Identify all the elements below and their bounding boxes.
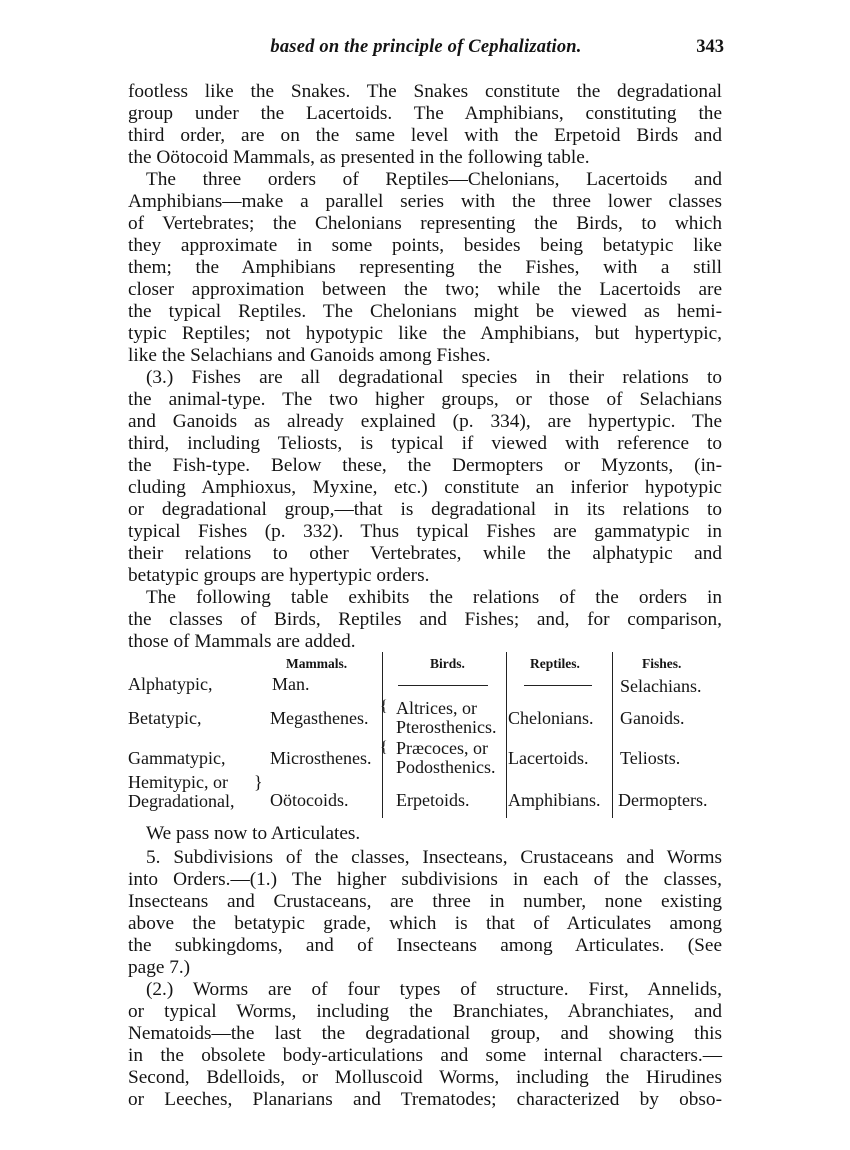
table-cell: Megasthenes. xyxy=(270,708,369,728)
table-header-fishes: Fishes. xyxy=(642,656,682,671)
text-line: or Leeches, Planarians and Trematodes; characterized by obso- xyxy=(128,1089,722,1110)
text-line: (2.) Worms are of four types of structure. First, Annelids, xyxy=(146,979,722,1000)
table-cell: Oötocoids. xyxy=(270,790,349,810)
text-line: those of Mammals are added. xyxy=(128,631,356,652)
row-label-alphatypic: Alphatypic, xyxy=(128,674,213,694)
column-rule xyxy=(382,652,383,818)
text-line: in the obsolete body-articulations and some internal characters.— xyxy=(128,1045,722,1066)
running-head xyxy=(128,37,724,61)
text-line: betatypic groups are hypertypic orders. xyxy=(128,565,430,586)
table-cell: Præcoces, or xyxy=(396,738,488,758)
row-label-hemitypic: Hemitypic, or xyxy=(128,772,228,792)
text-line: of Vertebrates; the Chelonians representing the Birds, to which xyxy=(128,213,722,234)
text-line: them; the Amphibians representing the Fishes, with a still xyxy=(128,257,722,278)
text-line: cluding Amphioxus, Myxine, etc.) constitute an inferior hypotypic xyxy=(128,477,722,498)
text-line: typical Fishes (p. 332). Thus typical Fishes are gammatypic in xyxy=(128,521,722,542)
text-line: above the betatypic grade, which is that of Articulates among xyxy=(128,913,722,934)
text-line: Insecteans and Crustaceans, are three in number, none existing xyxy=(128,891,722,912)
text-line: third, including Teliosts, is typical if viewed with reference to xyxy=(128,433,722,454)
running-head-title: based on the principle of Cephalization. xyxy=(270,37,582,57)
text-line: page 7.) xyxy=(128,957,191,978)
table-cell: Microsthenes. xyxy=(270,748,372,768)
empty-cell-dash xyxy=(524,685,592,686)
table-cell: Ganoids. xyxy=(620,708,685,728)
text-line: and Ganoids as already explained (p. 334), are hypertypic. The xyxy=(128,411,722,432)
text-line: their relations to other Vertebrates, while the alphatypic and xyxy=(128,543,722,564)
text-line: The three orders of Reptiles—Chelonians, Lacertoids and xyxy=(146,169,722,190)
row-label-betatypic: Betatypic, xyxy=(128,708,202,728)
text-line: or typical Worms, including the Branchiates, Abranchiates, and xyxy=(128,1001,722,1022)
orders-table xyxy=(124,648,724,824)
table-cell: Dermopters. xyxy=(618,790,708,810)
page-number: 343 xyxy=(696,37,724,57)
text-line: they approximate in some points, besides being betatypic like xyxy=(128,235,722,256)
text-line: or degradational group,—that is degradational in its relations to xyxy=(128,499,722,520)
empty-cell-dash xyxy=(398,685,488,686)
text-line: We pass now to Articulates. xyxy=(146,823,361,844)
text-line: Second, Bdelloids, or Molluscoid Worms, including the Hirudines xyxy=(128,1067,722,1088)
text-line: like the Selachians and Ganoids among Fishes. xyxy=(128,345,491,366)
text-line: Nematoids—the last the degradational group, and showing this xyxy=(128,1023,722,1044)
table-cell: Teliosts. xyxy=(620,748,681,768)
table-cell: Erpetoids. xyxy=(396,790,470,810)
brace-icon: { xyxy=(380,698,388,715)
text-line: the animal-type. The two higher groups, or those of Selachians xyxy=(128,389,722,410)
row-label-degradational: Degradational, xyxy=(128,791,235,811)
text-line: The following table exhibits the relations of the orders in xyxy=(146,587,722,608)
text-line: the Fish-type. Below these, the Dermopters or Myzonts, (in- xyxy=(128,455,722,476)
text-line: the subkingdoms, and of Insecteans among Articulates. (See xyxy=(128,935,722,956)
brace-icon: { xyxy=(380,739,388,756)
table-cell: Amphibians. xyxy=(508,790,601,810)
table-cell: Selachians. xyxy=(620,676,702,696)
row-label-gammatypic: Gammatypic, xyxy=(128,748,226,768)
table-cell: Lacertoids. xyxy=(508,748,589,768)
text-line: the Oötocoid Mammals, as presented in the following table. xyxy=(128,147,590,168)
table-header-birds: Birds. xyxy=(430,656,465,671)
text-line: typic Reptiles; not hypotypic like the Amphibians, but hypertypic, xyxy=(128,323,722,344)
text-line: into Orders.—(1.) The higher subdivisions in each of the classes, xyxy=(128,869,722,890)
text-line: Amphibians—make a parallel series with the three lower classes xyxy=(128,191,722,212)
table-cell: Pterosthenics. xyxy=(396,717,497,737)
text-line: (3.) Fishes are all degradational species in their relations to xyxy=(146,367,722,388)
brace-icon: } xyxy=(254,772,263,792)
table-cell: Podosthenics. xyxy=(396,757,496,777)
text-line: the typical Reptiles. The Chelonians might be viewed as hemi- xyxy=(128,301,722,322)
text-line: group under the Lacertoids. The Amphibians, constituting the xyxy=(128,103,722,124)
table-header-reptiles: Reptiles. xyxy=(530,656,580,671)
text-line: 5. Subdivisions of the classes, Insecteans, Crustaceans and Worms xyxy=(146,847,722,868)
text-line: footless like the Snakes. The Snakes constitute the degradational xyxy=(128,81,722,102)
table-header-mammals: Mammals. xyxy=(286,656,348,671)
column-rule xyxy=(612,652,613,818)
table-cell: Man. xyxy=(272,674,310,694)
table-cell: Altrices, or xyxy=(396,698,477,718)
text-line: third order, are on the same level with the Erpetoid Birds and xyxy=(128,125,722,146)
table-cell: Chelonians. xyxy=(508,708,594,728)
text-line: the classes of Birds, Reptiles and Fishes; and, for comparison, xyxy=(128,609,722,630)
text-line: closer approximation between the two; while the Lacertoids are xyxy=(128,279,722,300)
column-rule xyxy=(506,652,507,818)
